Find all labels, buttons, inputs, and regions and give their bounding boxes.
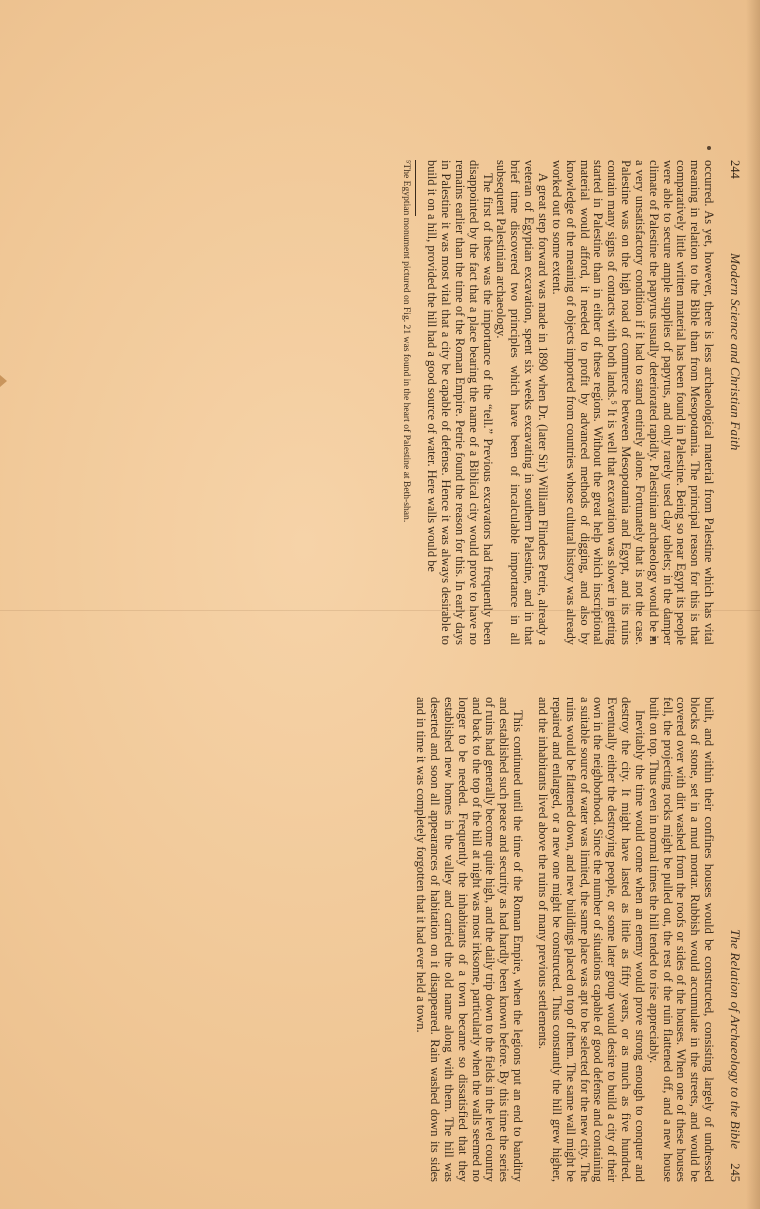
- paper-notch: [0, 375, 7, 387]
- paragraph: The first of these was the importance of the “tell.” Previous excavators had frequently been disappointed by the fact that a place bearing the name of a Biblical city would prove to have no remains earlier than the time of the Roman Empire. Petrie found the reason for this. In early days in Palestine it was most vital that a city be capable of defense. Hence it was always desirable to build it on a hill, provided the hill had a good source of water. Here walls would be: [425, 160, 495, 645]
- footnote-rule: [415, 160, 416, 216]
- running-head: [727, 160, 742, 645]
- page-number: 245: [728, 1163, 742, 1182]
- ink-speck: [707, 146, 711, 150]
- page-245: [413, 697, 742, 1182]
- paragraph: Inevitably the time would come when an enemy would prove strong enough to conquer and destroy the city. It might have lasted as little as fifty years, or as much as five hundred. Eventually either the destroying people, or some later group would desire to build a city of their own in the neighborhood. Since the number of situations capable of good defense and containing a suitable source of water was limited, the same place was apt to be selected for the new city. The ruins would be flattened down, and new buildings placed on top of them. The same wall might be repaired and enlarged, or a new one might be constructed. Thus constantly the hill grew higher, and the inhabitants lived above the ruins of many previous settlements.: [536, 697, 647, 1182]
- running-title: The Relation of Archaeology to the Bible: [728, 928, 743, 1150]
- paragraph: built, and within their confines houses would be constructed, consisting largely of undressed blocks of stone, set in a mud mortar. Rubbish would accumulate in the streets, and would be covered over with dirt washed from the roofs or sides of the houses. When one of these houses fell, the projecting rocks might be pulled out, the rest of the ruin flattened off, and a new house built on top. Thus even in normal times the hill tended to rise appreciably.: [646, 697, 717, 1182]
- page-244: [401, 160, 742, 645]
- running-head: [727, 697, 742, 1182]
- paragraph: A great step forward was made in 1890 when Dr. (later Sir) William Flinders Petrie, already a veteran of Egyptian excavation, spent six weeks excavating in southern Palestine, and in that brief time discovered two principles which have been of incalculable importance in all subsequent Palestinian archaeology.: [494, 160, 551, 645]
- page-number: 244: [728, 160, 742, 179]
- paragraph: This continued until the time of the Roman Empire, when the legions put an end to banditry and established such peace and security as had hardly been known before. By this time the series of ruins had generally become quite high, and the daily trip down to the fields in the level country and back to the top of the hill at night was most irksome, particularly when the walls seemed no longer to be needed. Frequently the inhabitants of a town became so dissatisfied that they established new homes in the valley and carried the old name along with them. The hill was deserted and soon all appearances of habitation on it disappeared. Rain washed down its sides and in time it was completely forgotten that it had ever held a town.: [414, 697, 526, 1182]
- footnote: ⁵The Egyptian monument pictured on Fig. 21 was found in the heart of Palestine at Beth-shan.: [401, 160, 413, 523]
- paragraph: occurred. As yet, however, there is less archaeological material from Palestine which has vital meaning in relation to the Bible than from Mesopotamia. The principal reason for this is that comparatively little written material has been found in Palestine. Being so near Egypt its people were able to secure ample supplies of papyrus, and only rarely used clay tablets; in the damper climate of Palestine the papyrus usually deteriorated rapidly. Palestinian archaeology would be in a very unsatisfactory condition if it had to stand entirely alone. Fortunately that is not the case. Palestine was on the high road of commerce between Mesopotamia and Egypt, and its ruins contain many signs of contacts with both lands.⁵ It is well that excavation was slower in getting started in Palestine than in either of these regions. Without the great help which inscriptional material would afford, it needed to profit by advanced methods of digging, and also by knowledge of the meaning of objects imported from countries whose cultural history was already worked out to some extent.: [549, 160, 717, 645]
- running-title: Modern Science and Christian Faith: [728, 253, 743, 451]
- page-edge-shadow: [746, 0, 760, 1209]
